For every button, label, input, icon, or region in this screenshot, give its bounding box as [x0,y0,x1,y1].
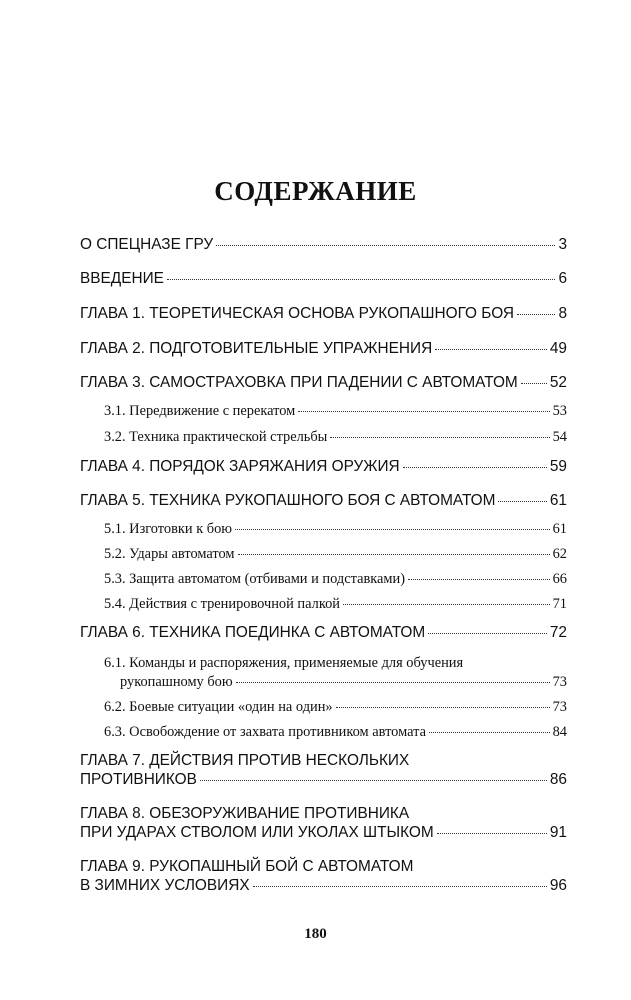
toc-entry-introduction [80,270,567,288]
toc-entry-page: 91 [549,824,567,841]
dot-leader [435,349,547,350]
dot-leader [330,437,549,438]
toc-entry-chapter-9 [80,877,567,895]
toc-entry-chapter-6 [80,624,567,642]
dot-leader [238,554,550,555]
toc-entry-page: 49 [549,340,567,357]
toc-entry-5-1 [80,521,567,538]
toc-entry-page: 71 [552,596,567,612]
dot-leader [336,707,550,708]
toc-entry-chapter-7 [80,771,567,789]
toc-entry-label: О СПЕЦНАЗЕ ГРУ [80,236,214,253]
toc-entry-page: 84 [552,724,567,740]
page-number: 180 [304,926,327,942]
dot-leader [235,529,550,530]
toc-entry-page: 6 [558,270,567,287]
toc-entry-label: 6.3. Освобождение от захвата противником автомата [104,724,426,740]
toc-entry-label: ГЛАВА 6. ТЕХНИКА ПОЕДИНКА С АВТОМАТОМ [80,624,426,641]
dot-leader [437,833,547,834]
toc-entry-page: 66 [552,571,567,587]
toc-entry-6-1 [80,674,567,691]
toc-entry-6-1-first-line: 6.1. Команды и распоряжения, применяемые для обучения [104,655,464,671]
toc-entry-label: ГЛАВА 2. ПОДГОТОВИТЕЛЬНЫЕ УПРАЖНЕНИЯ [80,340,433,357]
toc-entry-page: 96 [549,877,567,894]
toc-entry-page: 62 [552,546,567,562]
toc-entry-about-gru [80,236,567,254]
toc-entry-5-2 [80,546,567,563]
toc-entry-label: ПРИ УДАРАХ СТВОЛОМ ИЛИ УКОЛАХ ШТЫКОМ [80,824,434,841]
dot-leader [343,604,550,605]
toc-entry-label: ГЛАВА 5. ТЕХНИКА РУКОПАШНОГО БОЯ С АВТОМАТОМ [80,492,496,509]
toc-entry-page: 61 [552,521,567,537]
toc-entry-label: 5.4. Действия с тренировочной палкой [104,596,340,612]
toc-entry-page: 8 [558,305,567,322]
toc-entry-chapter-3 [80,374,567,392]
toc-entry-page: 73 [552,674,567,690]
toc-entry-chapter-1 [80,305,567,323]
toc-entry-page: 72 [549,624,567,641]
toc-entry-label: 5.3. Защита автоматом (отбивами и подставками) [104,571,406,587]
toc-entry-chapter-7-first-line: ГЛАВА 7. ДЕЙСТВИЯ ПРОТИВ НЕСКОЛЬКИХ [80,752,410,769]
toc-entry-label: 5.2. Удары автоматом [104,546,235,562]
toc-entry-3-2 [80,429,567,446]
dot-leader [253,886,547,887]
dot-leader [216,245,555,246]
toc-entry-page: 53 [552,403,567,419]
toc-entry-5-3 [80,571,567,588]
toc-entry-label: 5.1. Изготовки к бою [104,521,233,537]
toc-entry-6-3 [80,724,567,741]
toc-entry-label: ПРОТИВНИКОВ [80,771,197,788]
toc-entry-label: ГЛАВА 3. САМОСТРАХОВКА ПРИ ПАДЕНИИ С АВТОМАТОМ [80,374,518,391]
toc-entry-chapter-8-first-line: ГЛАВА 8. ОБЕЗОРУЖИВАНИЕ ПРОТИВНИКА [80,805,410,822]
toc-entry-label: ГЛАВА 4. ПОРЯДОК ЗАРЯЖАНИЯ ОРУЖИЯ [80,458,400,475]
page-title: СОДЕРЖАНИЕ [214,176,417,206]
toc-entry-chapter-8 [80,824,567,842]
toc-entry-label: ГЛАВА 1. ТЕОРЕТИЧЕСКАЯ ОСНОВА РУКОПАШНОГО БОЯ [80,305,514,322]
dot-leader [517,314,555,315]
dot-leader [408,579,550,580]
toc-entry-page: 59 [549,458,567,475]
toc-entry-chapter-5 [80,492,567,510]
toc-entry-label: ВВЕДЕНИЕ [80,270,164,287]
toc-entry-label: В ЗИМНИХ УСЛОВИЯХ [80,877,250,894]
toc-entry-label: 6.2. Боевые ситуации «один на один» [104,699,333,715]
toc-entry-page: 52 [549,374,567,391]
toc-entry-6-2 [80,699,567,716]
dot-leader [200,780,547,781]
toc-entry-page: 86 [549,771,567,788]
dot-leader [236,682,550,683]
dot-leader [521,383,547,384]
toc-entry-label: 3.1. Передвижение с перекатом [104,403,296,419]
toc-entry-chapter-4 [80,458,567,476]
toc-entry-page: 61 [549,492,567,509]
toc-entry-3-1 [80,403,567,420]
toc-entry-page: 54 [552,429,567,445]
toc-entry-5-4 [80,596,567,613]
dot-leader [428,633,547,634]
toc-entry-page: 73 [552,699,567,715]
dot-leader [498,501,546,502]
dot-leader [298,411,549,412]
toc-entry-chapter-2 [80,340,567,358]
dot-leader [429,732,550,733]
dot-leader [403,467,547,468]
toc-entry-chapter-9-first-line: ГЛАВА 9. РУКОПАШНЫЙ БОЙ С АВТОМАТОМ [80,858,414,875]
dot-leader [167,279,556,280]
toc-entry-page: 3 [558,236,567,253]
toc-entry-label: 3.2. Техника практической стрельбы [104,429,328,445]
toc-entry-label: рукопашному бою [120,674,233,690]
